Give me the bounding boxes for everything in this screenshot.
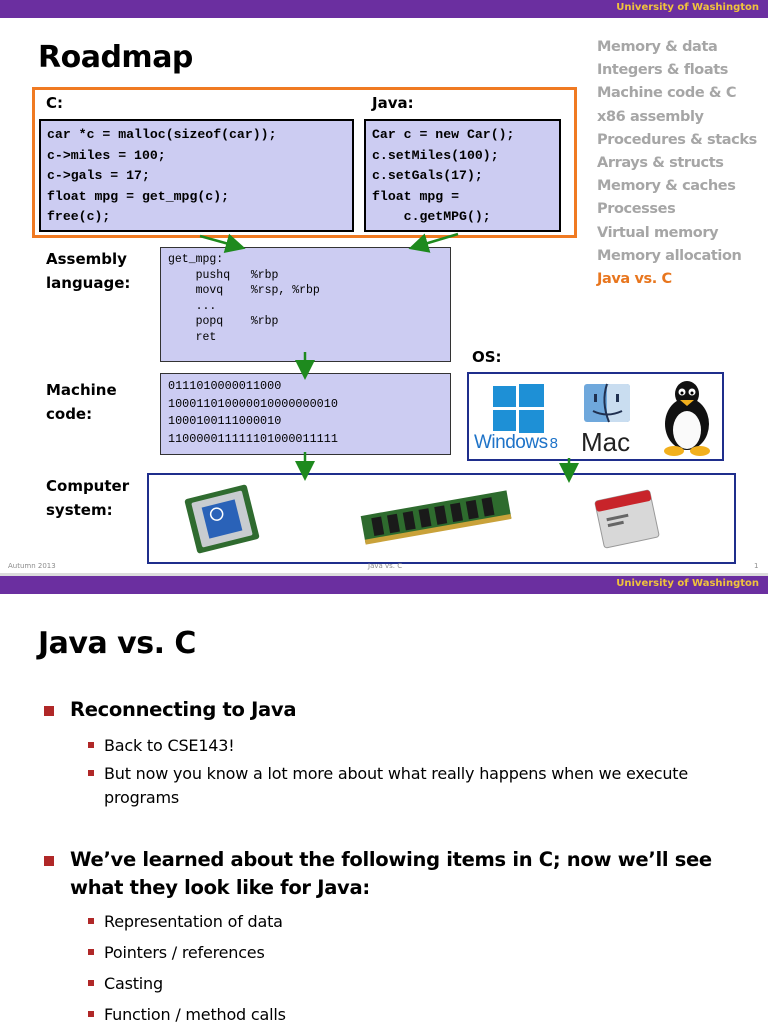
university-header-bar bbox=[0, 576, 768, 594]
roadmap-item: Processes bbox=[597, 201, 676, 218]
sub-bullet: But now you know a lot more about what really happens when we execute programs bbox=[88, 762, 728, 810]
c-code-block: car *c = malloc(sizeof(car)); c->miles = 100; c->gals = 17; float mpg = get_mpg(c); free(c); bbox=[39, 119, 354, 232]
bullet-square-icon bbox=[88, 918, 94, 924]
java-label: Java: bbox=[372, 94, 414, 112]
university-name: University of Washington bbox=[616, 2, 759, 13]
java-code-block: Car c = new Car(); c.setMiles(100); c.setGals(17); float mpg = c.getMPG(); bbox=[364, 119, 561, 232]
os-label: OS: bbox=[472, 348, 502, 366]
sub-bullet: Representation of data bbox=[88, 910, 728, 934]
c-label: C: bbox=[46, 94, 64, 112]
slide-java-vs-c bbox=[0, 576, 768, 1024]
university-name: University of Washington bbox=[616, 578, 759, 589]
roadmap-item: Memory & data bbox=[597, 39, 718, 55]
windows-wordmark: Windows 8 bbox=[474, 432, 558, 453]
slide-title: Java vs. C bbox=[38, 626, 196, 661]
bullet-square-icon bbox=[88, 770, 94, 776]
slide-title: Roadmap bbox=[38, 40, 193, 75]
machine-code-block: 0111010000011000 100011010000010000000010 1000100111000010 110000011111101000011111 bbox=[160, 373, 451, 455]
sub-bullet: Back to CSE143! bbox=[88, 734, 728, 758]
sub-bullet: Function / method calls bbox=[88, 1003, 728, 1024]
bullet-learned-items: We’ve learned about the following items in C; now we’ll see what they look like for Java: bbox=[44, 846, 744, 902]
roadmap-item-active: Java vs. C bbox=[597, 270, 672, 287]
bullet-square-icon bbox=[88, 949, 94, 955]
footer-term: Autumn 2013 bbox=[8, 562, 56, 570]
bullet-square-icon bbox=[44, 706, 54, 716]
roadmap-item: Memory & caches bbox=[597, 178, 736, 195]
bullet-square-icon bbox=[88, 980, 94, 986]
roadmap-item: Machine code & C bbox=[597, 85, 737, 102]
arrow-c-to-asm bbox=[200, 236, 236, 246]
sub-bullet: Pointers / references bbox=[88, 941, 728, 965]
computer-system-label: Computer system: bbox=[46, 477, 130, 519]
roadmap-item: Memory allocation bbox=[597, 247, 742, 264]
roadmap-item: Integers & floats bbox=[597, 62, 729, 79]
sub-bullet: Casting bbox=[88, 972, 728, 996]
arrow-java-to-asm bbox=[418, 234, 458, 246]
footer-title: Java vs. C bbox=[368, 562, 403, 570]
roadmap-item: Arrays & structs bbox=[597, 154, 724, 171]
footer-page-number: 1 bbox=[754, 562, 759, 570]
mac-wordmark: Mac bbox=[581, 427, 631, 457]
assembly-label: Assembly language: bbox=[46, 250, 131, 292]
machine-code-label: Machine code: bbox=[46, 381, 117, 423]
bullet-square-icon bbox=[88, 742, 94, 748]
roadmap-item: Procedures & stacks bbox=[597, 131, 757, 148]
bullet-square-icon bbox=[88, 1011, 94, 1017]
bullet-square-icon bbox=[44, 856, 54, 866]
bullet-reconnecting: Reconnecting to Java bbox=[44, 696, 744, 724]
assembly-code-block: get_mpg: pushq %rbp movq %rsp, %rbp ... popq %rbp ret bbox=[160, 247, 451, 362]
roadmap-item: x86 assembly bbox=[597, 108, 704, 125]
roadmap-item: Virtual memory bbox=[597, 224, 719, 241]
